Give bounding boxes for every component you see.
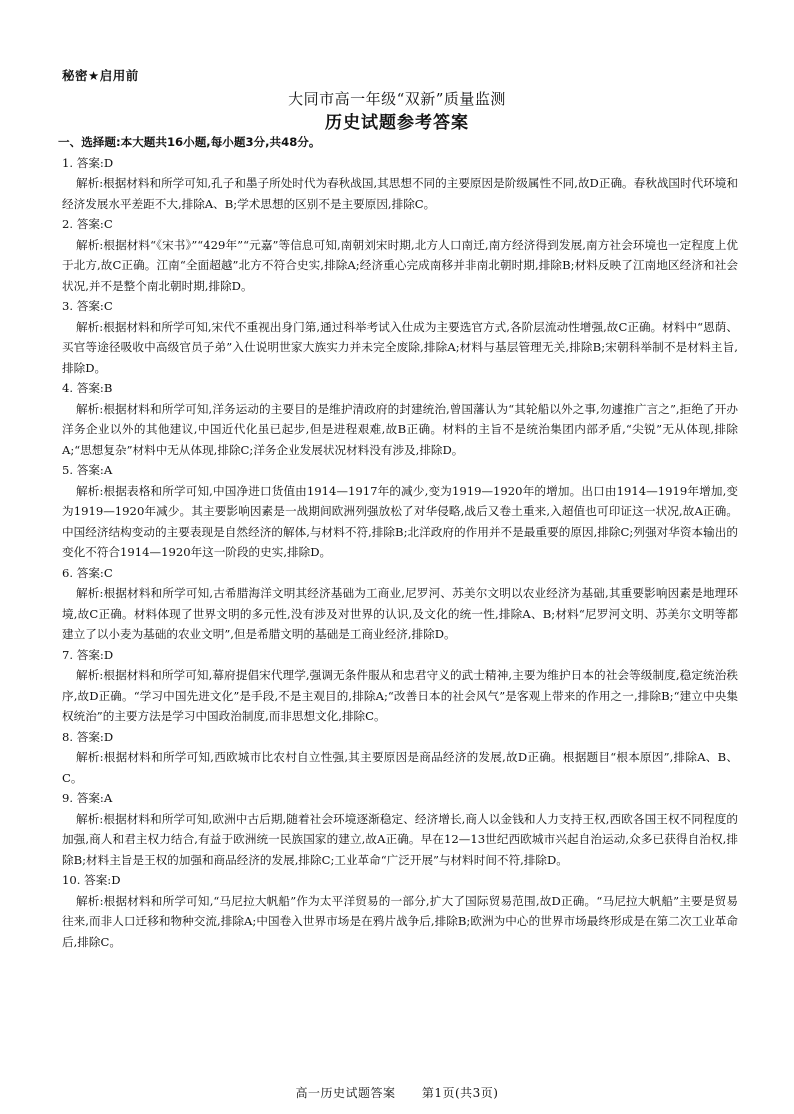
page-footer (0, 1084, 794, 1101)
question-block-1 (62, 153, 738, 215)
answer-line: 6. 答案:C (62, 565, 113, 580)
analysis-text: 解析:根据材料和所学可知,宋代不重视出身门第,通过科举考试入仕成为主要选官方式,各阶层流动性增强,故C正确。材料中“恩荫、买官等途径吸收中高级官员子弟”入仕说明世家大族实力并未完全废除,排除A;材料与基层管理无关,排除B;宋朝科举制不是材料主旨,排除D。 (62, 319, 738, 375)
analysis-text: 解析:根据材料和所学可知,幕府提倡宋代理学,强调无条件服从和忠君守义的武士精神,主要为维护日本的社会等级制度,稳定统治秩序,故D正确。“学习中国先进文化”是手段,不是主观目的,排除A;“改善日本的社会风气”是客观上带来的作用之一,排除B;“建立中央集权统治”的主要方法是学习中国政治制度,而非思想文化,排除C。 (62, 668, 738, 723)
question-block-7 (62, 645, 738, 727)
confidential-label: 秘密★启用前 (62, 68, 139, 83)
answer-line: 5. 答案:A (62, 463, 113, 477)
question-block-5 (62, 460, 738, 563)
answer-line: 10. 答案:D (62, 873, 121, 887)
question-block-10 (62, 870, 738, 952)
analysis-text: 解析:根据材料和所学可知,欧洲中古后期,随着社会环境逐渐稳定、经济增长,商人以金钱和人力支持王权,西欧各国王权不同程度的加强,商人和君主权力结合,有益于欧洲统一民族国家的建立,故A正确。早在12—13世纪西欧城市兴起自治运动,众多已获得自治权,排除B;材料主旨是王权的加强和商品经济的发展,排除C;工业革命“广泛开展”与材料时间不符,排除D。 (62, 811, 738, 867)
section-heading: 一、选择题:本大题共16小题,每小题3分,共48分。 (58, 135, 321, 149)
answer-line: 2. 答案:C (62, 217, 113, 231)
question-block-9 (62, 788, 738, 870)
analysis-text: 解析:根据表格和所学可知,中国净进口货值由1914—1917年的减少,变为1919—1920年的增加。出口由1914—1919年增加,变为1919—1920年减少。其主要影响因素是一战期间欧洲列强放松了对华侵略,战后又卷土重来,入超值也可印证这一状况,故A正确。中国经济结构变动的主要表现是自然经济的解体,与材料不符,排除B;北洋政府的作用并不是最重要的原因,排除C;列强对华资本输出的变化不符合1914—1920年这一阶段的史实,排除D。 (62, 483, 738, 559)
analysis-text: 解析:根据材料和所学可知,洋务运动的主要目的是维护清政府的封建统治,曾国藩认为“其轮船以外之事,勿遽推广言之”,拒绝了开办洋务企业以外的其他建议,中国近代化虽已起步,但是进程艰难,故B正确。材料的主旨不是统治集团内部矛盾,“尖锐”无从体现,排除A;“思想复杂”材料中无从体现,排除C;洋务企业发展状况材料没有涉及,排除D。 (62, 401, 738, 457)
answer-line: 7. 答案:D (62, 647, 114, 662)
analysis-text: 解析:根据材料和所学可知,古希腊海洋文明其经济基础为工商业,尼罗河、苏美尔文明以农业经济为基础,其重要影响因素是地理环境,故C正确。材料体现了世界文明的多元性,没有涉及对世界的认识,及文化的统一性,排除A、B;材料“尼罗河文明、苏美尔文明等都建立了以小麦为基础的农业文明”,但是希腊文明的基础是工商业经济,排除D。 (62, 586, 738, 641)
analysis-text: 解析:根据材料和所学可知,西欧城市比农村自立性强,其主要原因是商品经济的发展,故D正确。根据题目“根本原因”,排除A、B、C。 (62, 750, 738, 785)
answer-line: 4. 答案:B (62, 381, 113, 395)
analysis-text: 解析:根据材料“《宋书》”“429年”“元嘉”等信息可知,南朝刘宋时期,北方人口南迁,南方经济得到发展,南方社会环境也一定程度上优于北方,故C正确。江南“全面超越”北方不符合史实,排除A;经济重心完成南移并非南北朝时期,排除B;材料反映了江南地区经济和社会状况,并不是整个南北朝时期,排除D。 (62, 237, 738, 293)
question-block-3 (62, 296, 738, 378)
document-title: 历史试题参考答案 (325, 113, 469, 133)
answer-line: 9. 答案:A (62, 791, 113, 805)
exam-title: 大同市高一年级“双新”质量监测 (288, 90, 506, 108)
answer-line: 1. 答案:D (62, 155, 114, 170)
answer-line: 8. 答案:D (62, 729, 114, 744)
question-block-4 (62, 378, 738, 460)
footer-page-number: 第1页(共3页) (421, 1086, 499, 1100)
analysis-text: 解析:根据材料和所学可知,孔子和墨子所处时代为春秋战国,其思想不同的主要原因是阶级属性不同,故D正确。春秋战国时代环境和经济发展水平差距不大,排除A、B;学术思想的区别不是主要原因,排除C。 (62, 176, 738, 211)
question-block-6 (62, 563, 738, 645)
question-block-8 (62, 727, 738, 789)
footer-doc-name: 高一历史试题答案 (295, 1086, 396, 1100)
analysis-text: 解析:根据材料和所学可知,“马尼拉大帆船”作为太平洋贸易的一部分,扩大了国际贸易范围,故D正确。“马尼拉大帆船”主要是贸易往来,而非人口迁移和物种交流,排除A;中国卷入世界市场是在鸦片战争后,排除B;欧洲为中心的世界市场最终形成是在第二次工业革命后,排除C。 (62, 893, 738, 949)
answer-line: 3. 答案:C (62, 299, 113, 313)
question-block-2 (62, 214, 738, 296)
answer-body (58, 132, 738, 952)
